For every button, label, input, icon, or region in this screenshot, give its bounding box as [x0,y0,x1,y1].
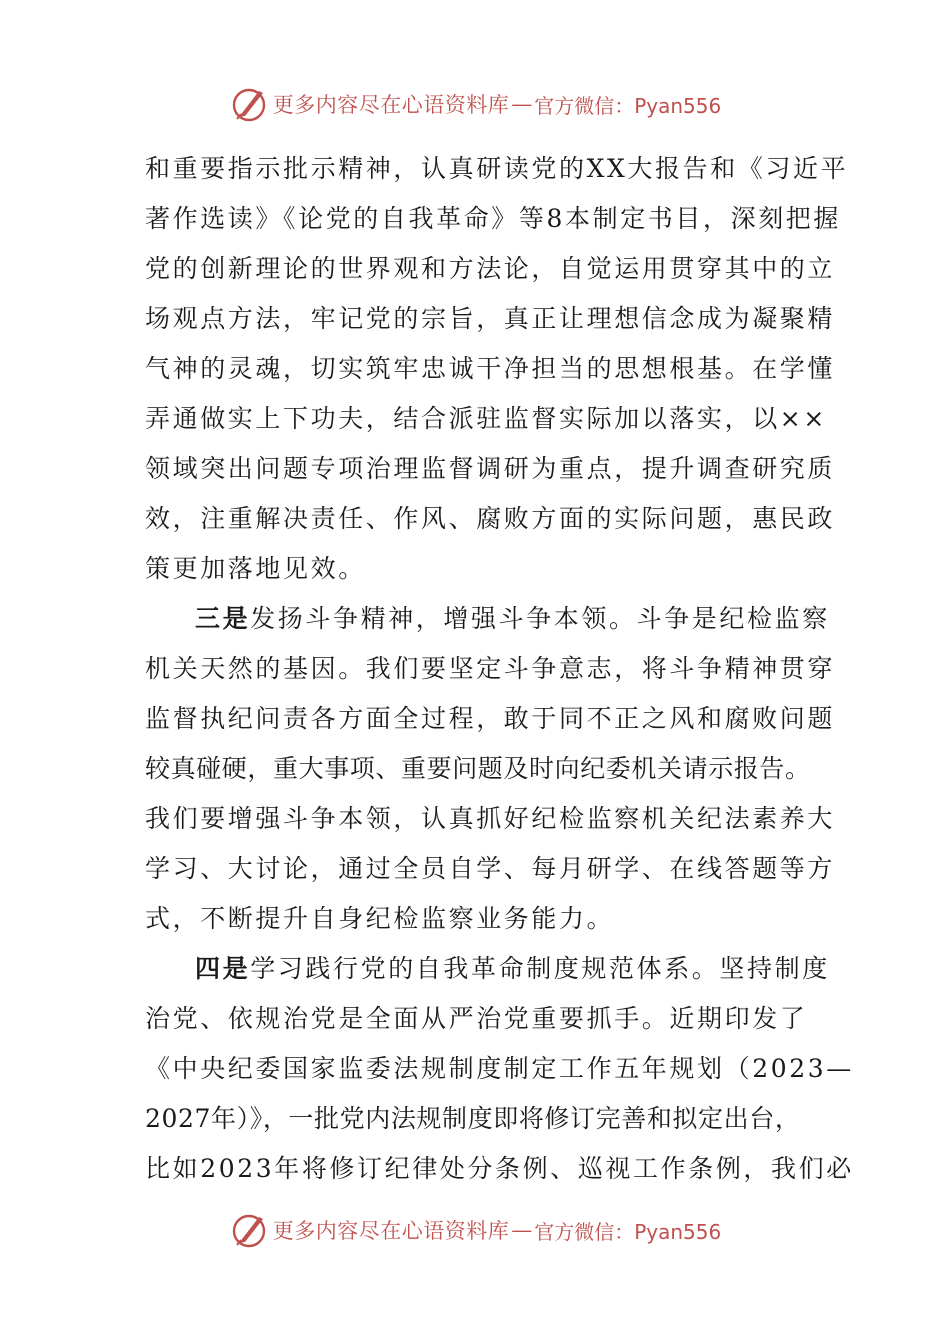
banner-contact: 官方微信：Pyan556 [534,93,722,118]
text-line: 著作选读》《论党的自我革命》等8本制定书目，深刻把握 [145,204,842,233]
text-line: 监督执纪问责各方面全过程，敢于同不正之风和腐败问题 [145,704,836,733]
text-line: 机关天然的基因。我们要坚定斗争意志，将斗争精神贯穿 [145,654,836,683]
text-run: 学习践行党的自我革命制度规范体系。坚持制度 [250,954,830,983]
text-line: 策更加落地见效。 [145,554,366,583]
text-line: 学习、大讨论，通过全员自学、每月研学、在线答题等方 [145,854,836,883]
text-line: 式，不断提升自身纪检监察业务能力。 [145,904,615,933]
text-line: 比如2023年将修订纪律处分条例、巡视工作条例，我们必 [145,1154,854,1183]
banner-text: 更多内容尽在心语资料库 [272,93,510,117]
paragraph-1 [145,144,849,594]
banner-separator: — [511,1218,533,1242]
text-run: 发扬斗争精神，增强斗争本领。斗争是纪检监察 [250,604,830,633]
text-line: 场观点方法，牢记党的宗旨，真正让理想信念成为凝聚精 [145,304,836,333]
text-line: 较真碰硬，重大事项、重要问题及时向纪委机关请示报告。 [145,754,811,783]
text-line: 治党、依规治党是全面从严治党重要抓手。近期印发了 [145,1004,808,1033]
text-line: 《中央纪委国家监委法规制度制定工作五年规划（2023— [145,1054,854,1083]
text-line: 我们要增强斗争本领，认真抓好纪检监察机关纪法素养大 [145,804,836,833]
text-line: 弄通做实上下功夫，结合派驻监督实际加以落实，以×× [145,404,827,433]
text-line: 效，注重解决责任、作风、腐败方面的实际问题，惠民政 [145,504,836,533]
text-line: 气神的灵魂，切实筑牢忠诚干净担当的思想根基。在学懂 [145,354,836,383]
banner-separator: — [511,92,533,116]
header-banner [0,82,950,126]
banner-contact: 官方微信：Pyan556 [534,1219,722,1244]
quill-pen-icon [229,1210,269,1250]
text-line [145,944,830,994]
paragraph-3 [145,944,854,1194]
text-line: 2027年）》，一批党内法规制度即将修订完善和拟定出台， [145,1104,801,1133]
text-line: 领域突出问题专项治理监督调研为重点，提升调查研究质 [145,454,836,483]
text-line: 和重要指示批示精神，认真研读党的XX大报告和《习近平 [145,154,849,183]
footer-banner [0,1208,950,1252]
quill-pen-icon [229,84,269,124]
point-marker: 四是 [195,954,251,983]
point-marker: 三是 [195,604,251,633]
paragraph-2 [145,594,836,944]
document-body [145,144,854,1194]
banner-text: 更多内容尽在心语资料库 [272,1219,510,1243]
text-line: 党的创新理论的世界观和方法论，自觉运用贯穿其中的立 [145,254,836,283]
text-line [145,594,830,644]
